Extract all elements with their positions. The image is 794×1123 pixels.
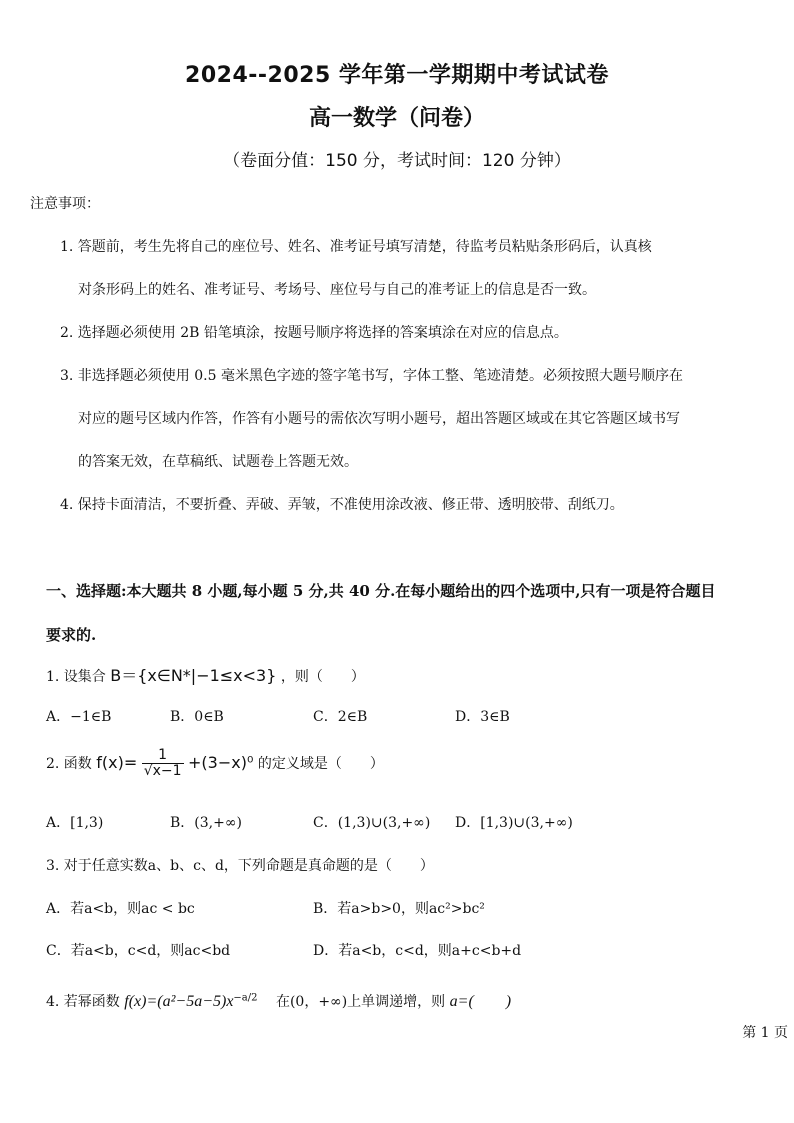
q1-option-c: C．2∈B [313, 709, 368, 725]
note-3-line1: 3. 非选择题必须使用 0.5 毫米黑色字迹的签字笔书写，字体工整、笔迹清楚。必须按照大题号顺序在 [60, 368, 683, 384]
note-3-line3: 的答案无效，在草稿纸、试题卷上答题无效。 [78, 454, 358, 470]
q4-expr: f(x)=(a²−5a−5)x [124, 993, 234, 1010]
exam-subject: 高一数学（问卷） [308, 106, 485, 131]
q2-suffix: 的定义域是（ ） [257, 755, 384, 772]
q1-option-b: B．0∈B [170, 709, 224, 725]
q2-tail: +(3−x)⁰ [188, 752, 254, 772]
q3-option-b: B．若a>b>0，则ac²>bc² [313, 901, 485, 917]
exam-info: （卷面分值：150 分，考试时间：120 分钟） [223, 151, 571, 171]
note-1-line2: 对条形码上的姓名、准考证号、考场号、座位号与自己的准考证上的信息是否一致。 [78, 282, 596, 298]
q3-option-a: A．若a<b，则ac < bc [46, 901, 195, 917]
q3-option-d: D．若a<b，c<d，则a+c<b+d [313, 943, 522, 959]
q4-suffix: a=( ) [449, 993, 512, 1010]
note-2: 2. 选择题必须使用 2B 铅笔填涂，按题号顺序将选择的答案填涂在对应的信息点。 [60, 325, 568, 341]
question-3: 3. 对于任意实数a、b、c、d，下列命题是真命题的是（ ） [46, 858, 434, 874]
q4-exponent: −a/2 [233, 992, 258, 1004]
q1-set: B＝{x∈N*|−1≤x<3} [110, 666, 277, 685]
q3-option-c: C．若a<b，c<d，则ac<bd [46, 943, 231, 959]
q2-option-c: C．(1,3)∪(3,+∞) [313, 815, 431, 831]
q2-f: f(x)= [96, 752, 138, 772]
q2-option-a: A．[1,3) [46, 815, 104, 831]
note-4: 4. 保持卡面清洁，不要折叠、弄破、弄皱，不准使用涂改液、修正带、透明胶带、刮纸刀。 [60, 497, 624, 513]
q2-denominator: √x−1 [143, 763, 182, 780]
q1-option-d: D．3∈B [455, 709, 510, 725]
q2-fraction [142, 748, 184, 780]
q4-mid: 在(0，+∞)上单调递增，则 [275, 994, 446, 1010]
exam-title: 2024--2025 学年第一学期期中考试试卷 [185, 63, 609, 88]
question-4 [46, 988, 511, 1011]
q4-prefix: 4. 若幂函数 [46, 994, 120, 1010]
section-heading-line2: 要求的. [46, 626, 97, 644]
q2-prefix: 2. 函数 [46, 755, 92, 772]
q1-prefix: 1. 设集合 [46, 669, 106, 685]
q2-option-b: B．(3,+∞) [170, 815, 242, 831]
note-3-line2: 对应的题号区域内作答，作答有小题号的需依次写明小题号，超出答题区域或在其它答题区域书写 [78, 411, 680, 427]
notes-heading: 注意事项： [30, 196, 100, 212]
q2-numerator: 1 [142, 748, 184, 764]
q1-suffix: ，则（ ） [280, 669, 365, 685]
page-number: 第 1 页 [742, 1025, 788, 1041]
note-1-line1: 1. 答题前，考生先将自己的座位号、姓名、准考证号填写清楚，待监考员粘贴条形码后，认真核 [60, 239, 652, 255]
question-1 [46, 663, 365, 686]
q1-option-a: A．−1∈B [46, 709, 112, 725]
q2-option-d: D．[1,3)∪(3,+∞) [455, 815, 573, 831]
question-2 [46, 748, 384, 780]
section-heading-line1: 一、选择题:本大题共 8 小题,每小题 5 分,共 40 分.在每小题给出的四个选项中,只有一项是符合题目 [46, 582, 716, 600]
